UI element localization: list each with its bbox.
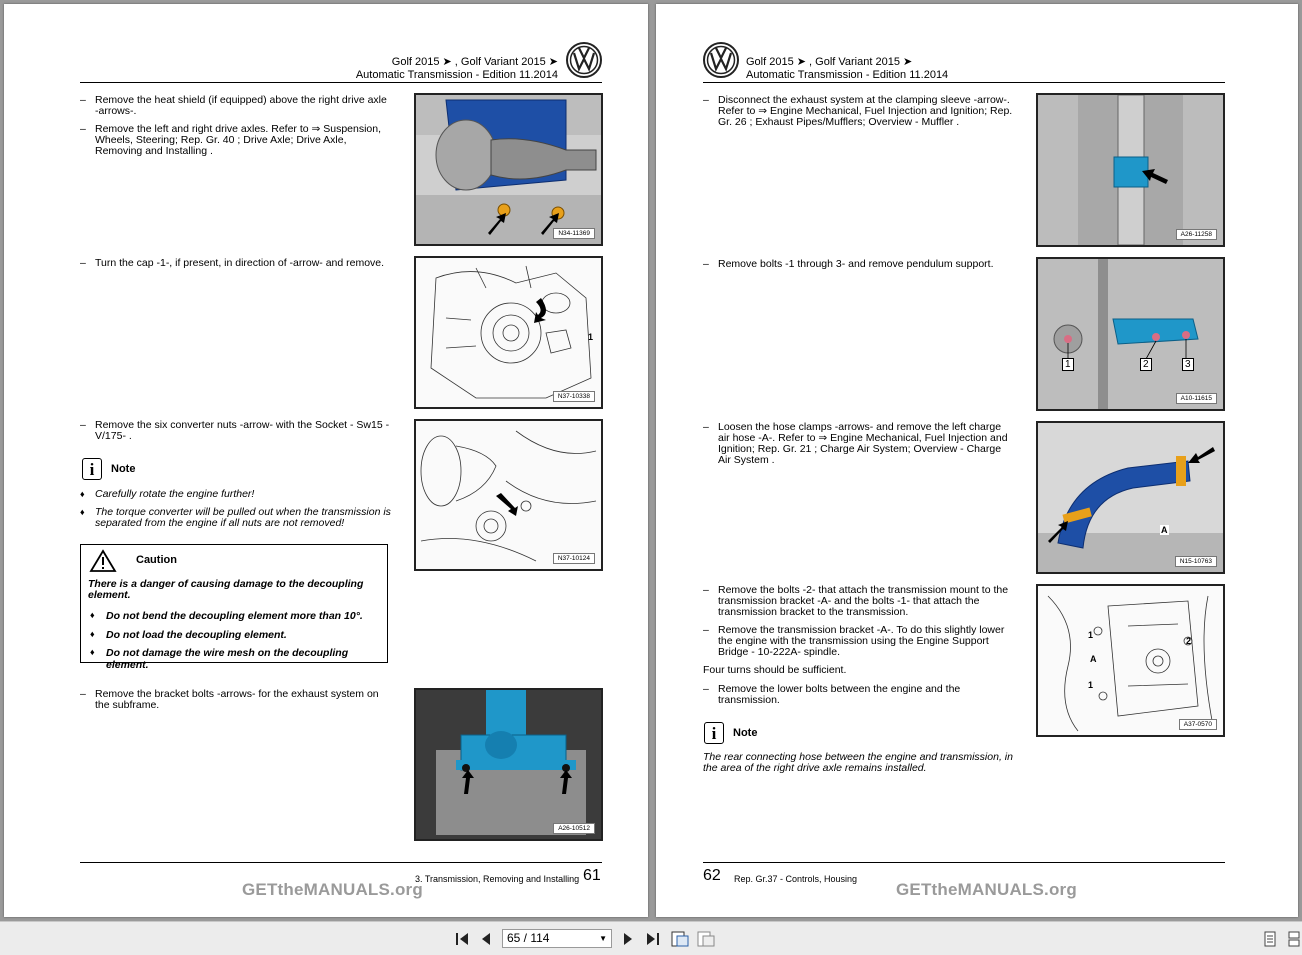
vw-logo	[566, 42, 602, 78]
plain-text: Four turns should be sufficient.	[703, 664, 847, 676]
footer-rule	[703, 862, 1225, 863]
watermark: GETtheMANUALS.org	[896, 880, 1077, 899]
last-page-icon[interactable]	[643, 929, 663, 949]
caution-lead: There is a danger of causing damage to the decoupling element.	[88, 578, 364, 601]
continuous-page-icon[interactable]	[1284, 929, 1302, 949]
note-title: Note	[733, 727, 758, 739]
caution-item: ♦ Do not bend the decoupling element more than 10°.	[90, 610, 363, 622]
header-edition: Automatic Transmission - Edition 11.2014	[355, 69, 558, 81]
figure-code: A26-10512	[553, 823, 595, 834]
note-title: Note	[111, 463, 136, 475]
next-page-icon[interactable]	[618, 929, 638, 949]
step-item: – Remove the lower bolts between the engine and the transmission.	[703, 683, 961, 706]
figure-pendulum-support	[1036, 257, 1225, 411]
footer-section: 3. Transmission, Removing and Installing	[415, 874, 580, 884]
figure-callout: 1	[588, 332, 594, 342]
figure-code: A10-11615	[1176, 393, 1217, 404]
right-page	[656, 4, 1298, 917]
vw-logo	[703, 42, 739, 78]
header-rule	[703, 82, 1225, 83]
header-model: Golf 2015 ➤ , Golf Variant 2015 ➤	[746, 56, 913, 68]
step-item: – Loosen the hose clamps -arrows- and remove the left charge air hose -A-. Refer to ⇒ Engine Mechanical, Fuel Injection and Ignition; Rep. Gr. 21 ; Charge Air System; Overview - Charge Air System .	[703, 421, 1008, 466]
footer-section: Rep. Gr.37 - Controls, Housing	[734, 874, 858, 884]
step-item: – Remove the bolts -2- that attach the transmission mount to the transmission bracket -A- and the bolts -1- that attach the transmission bracket to the transmission.	[703, 584, 1009, 618]
header-model: Golf 2015 ➤ , Golf Variant 2015 ➤	[391, 56, 558, 68]
viewer-toolbar	[0, 921, 1302, 955]
step-item: – Turn the cap -1-, if present, in direction of -arrow- and remove.	[80, 257, 385, 269]
figure-code: A37-0570	[1179, 719, 1217, 730]
figure-callout: 3	[1182, 358, 1194, 371]
figure-exhaust-bracket	[414, 688, 603, 841]
first-page-icon[interactable]	[452, 929, 472, 949]
header-rule	[80, 82, 602, 83]
figure-clamping-sleeve	[1036, 93, 1225, 247]
note-item: ♦ The torque converter will be pulled out when the transmission is separated from the engine if all nuts are not removed!	[80, 506, 391, 529]
page-number: 61	[583, 867, 601, 884]
fit-page-icon[interactable]	[670, 929, 690, 949]
step-item: – Remove the heat shield (if equipped) above the right drive axle -arrows-.	[80, 94, 387, 117]
figure-callout: 1	[1088, 680, 1094, 690]
caution-item: ♦ Do not damage the wire mesh on the decoupling element.	[90, 647, 349, 671]
dropdown-arrow-icon[interactable]: ▼	[599, 934, 607, 943]
step-item: – Remove the transmission bracket -A-. To do this slightly lower the engine with the transmission using the Engine Support Bridge - 10-222A- spindle.	[703, 624, 1005, 658]
single-page-icon[interactable]	[1260, 929, 1280, 949]
figure-callout: A	[1090, 654, 1097, 664]
prev-page-icon[interactable]	[476, 929, 496, 949]
figure-heat-shield	[414, 93, 603, 246]
figure-charge-air-hose	[1036, 421, 1225, 574]
info-icon: i	[82, 458, 102, 480]
figure-cap	[414, 256, 603, 409]
warning-triangle-icon	[89, 549, 117, 573]
step-item: – Remove the left and right drive axles. Refer to ⇒ Suspension, Wheels, Steering; Rep. Gr. 40 ; Drive Axle; Drive Axle, Removing and Installing .	[80, 123, 382, 157]
figure-callout: A	[1161, 525, 1168, 535]
step-item: – Remove bolts -1 through 3- and remove pendulum support.	[703, 258, 994, 270]
figure-code: N37-10124	[553, 553, 595, 564]
figure-code: N15-10763	[1175, 556, 1217, 567]
figure-transmission-bracket	[1036, 584, 1225, 737]
header-edition: Automatic Transmission - Edition 11.2014	[746, 69, 949, 81]
caution-item: ♦ Do not load the decoupling element.	[90, 629, 287, 641]
info-icon: i	[704, 722, 724, 744]
footer-rule	[80, 862, 602, 863]
note-text: The rear connecting hose between the engine and transmission, in the area of the right drive axle remains installed.	[703, 751, 1013, 774]
page-number: 62	[703, 867, 721, 884]
caution-box	[80, 544, 388, 671]
figure-converter-nuts	[414, 419, 603, 571]
step-item: – Disconnect the exhaust system at the clamping sleeve -arrow-. Refer to ⇒ Engine Mechanical, Fuel Injection and Ignition; Rep. Gr. 26 ; Exhaust Pipes/Mufflers; Overview - Muffler .	[703, 94, 1013, 128]
figure-callout: 1	[1062, 358, 1074, 371]
note-item: ♦ Carefully rotate the engine further!	[80, 488, 255, 500]
figure-code: A26-11258	[1176, 229, 1217, 240]
watermark: GETtheMANUALS.org	[242, 880, 423, 899]
figure-code: N37-10338	[553, 391, 595, 402]
page-number-input[interactable]: 65 / 114 ▼	[502, 929, 612, 948]
figure-callout: 2	[1140, 358, 1152, 371]
left-page	[4, 4, 648, 917]
caution-title: Caution	[136, 554, 177, 566]
page-header	[356, 56, 558, 82]
step-item: – Remove the six converter nuts -arrow- with the Socket - Sw15 - V/175- .	[80, 419, 390, 442]
figure-code: N34-11369	[553, 228, 595, 239]
page-header	[746, 56, 948, 82]
figure-callout: 1	[1088, 630, 1094, 640]
figure-callout: 2	[1186, 636, 1192, 646]
fit-width-icon[interactable]	[696, 929, 716, 949]
step-item: – Remove the bracket bolts -arrows- for the exhaust system on the subframe.	[80, 688, 379, 711]
